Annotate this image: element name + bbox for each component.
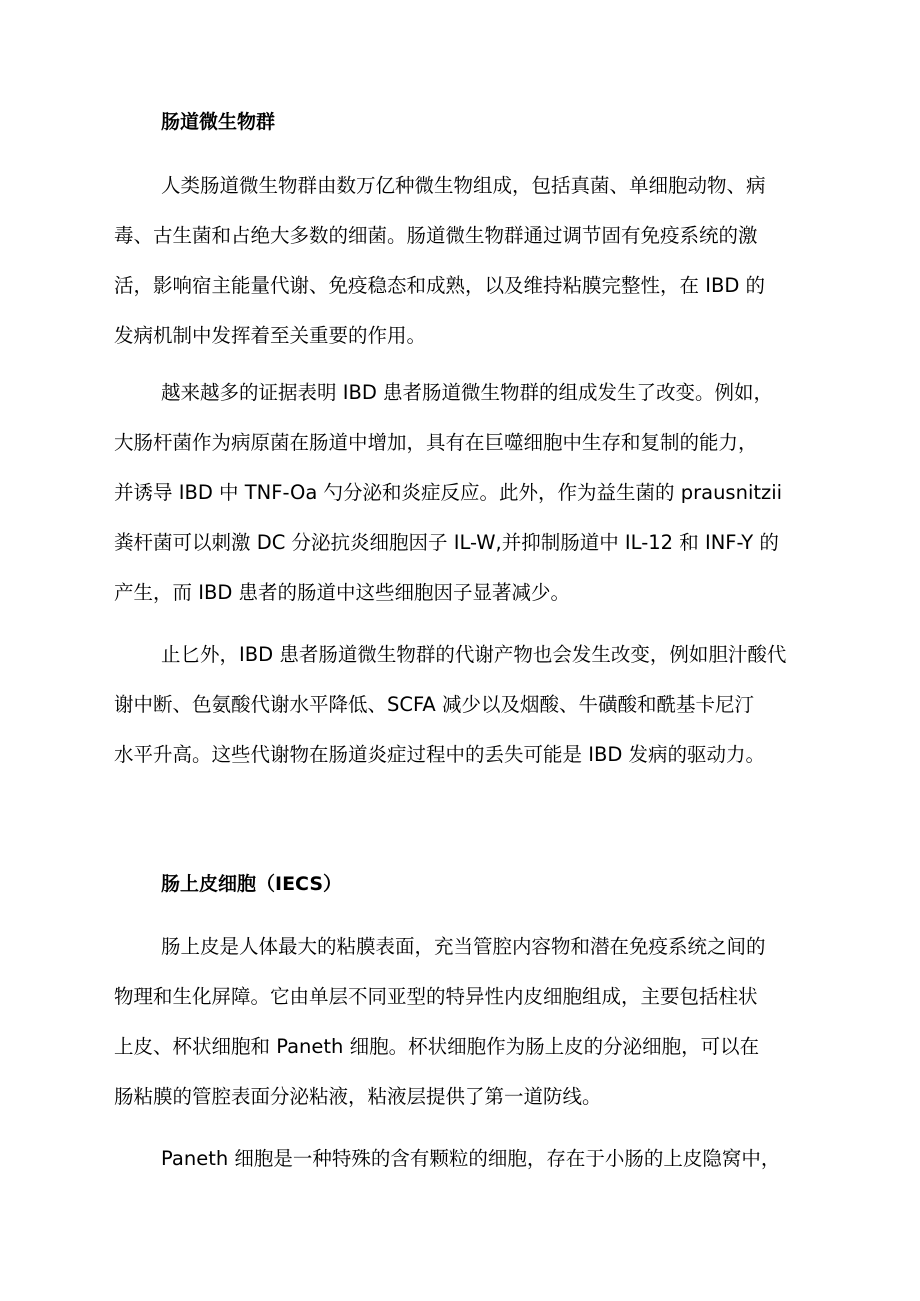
paragraph-gut-microbiota-intro [114, 161, 801, 361]
paragraph-line: 人类肠道微生物群由数万亿种微生物组成，包括真菌、单细胞动物、病 [161, 174, 766, 197]
paragraph-line: 毒、古生菌和占绝大多数的细菌。肠道微生物群通过调节固有免疫系统的激 [114, 224, 758, 247]
paragraph-line: 肠上皮是人体最大的粘膜表面，充当管腔内容物和潜在免疫系统之间的 [161, 935, 766, 958]
paragraph-line: 水平升高。这些代谢物在肠道炎症过程中的丢失可能是 IBD 发病的驱动力。 [114, 743, 766, 766]
section-heading-iecs: 肠上皮细胞（IECS） [161, 873, 343, 895]
paragraph-ibd-composition [114, 368, 801, 618]
paragraph-line: 止匕外，IBD 患者肠道微生物群的代谢产物也会发生改变，例如胆汁酸代 [161, 643, 787, 666]
paragraph-line: Paneth 细胞是一种特殊的含有颗粒的细胞，存在于小肠的上皮隐窝中， [161, 1147, 781, 1170]
paragraph-paneth-cells [161, 1134, 801, 1184]
paragraph-line: 活，影响宿主能量代谢、免疫稳态和成熟，以及维持粘膜完整性，在 IBD 的 [114, 274, 766, 297]
paragraph-line: 物理和生化屏障。它由单层不同亚型的特异性内皮细胞组成，主要包括柱状 [114, 985, 758, 1008]
paragraph-line: 谢中断、色氨酸代谢水平降低、SCFA 减少以及烟酸、牛磺酸和酰基卡尼汀 [114, 693, 754, 716]
paragraph-line: 并诱导 IBD 中 TNF-Oa 勺分泌和炎症反应。此外，作为益生菌的 prausnitzii [114, 481, 783, 504]
paragraph-ibd-metabolites [114, 630, 801, 780]
paragraph-line: 肠粘膜的管腔表面分泌粘液，粘液层提供了第一道防线。 [114, 1085, 602, 1108]
paragraph-line: 粪杆菌可以刺激 DC 分泌抗炎细胞因子 IL-W,并抑制肠道中 IL-12 和 INF-Y 的 [114, 531, 779, 554]
paragraph-line: 上皮、杯状细胞和 Paneth 细胞。杯状细胞作为肠上皮的分泌细胞，可以在 [114, 1035, 760, 1058]
paragraph-iecs-intro [114, 922, 801, 1122]
paragraph-line: 发病机制中发挥着至关重要的作用。 [114, 324, 427, 347]
section-heading-gut-microbiota: 肠道微生物群 [161, 111, 276, 133]
paragraph-line: 越来越多的证据表明 IBD 患者肠道微生物群的组成发生了改变。例如， [161, 381, 774, 404]
paragraph-line: 大肠杆菌作为病原菌在肠道中增加，具有在巨噬细胞中生存和复制的能力， [114, 431, 758, 454]
paragraph-line: 产生，而 IBD 患者的肠道中这些细胞因子显著减少。 [114, 581, 571, 604]
